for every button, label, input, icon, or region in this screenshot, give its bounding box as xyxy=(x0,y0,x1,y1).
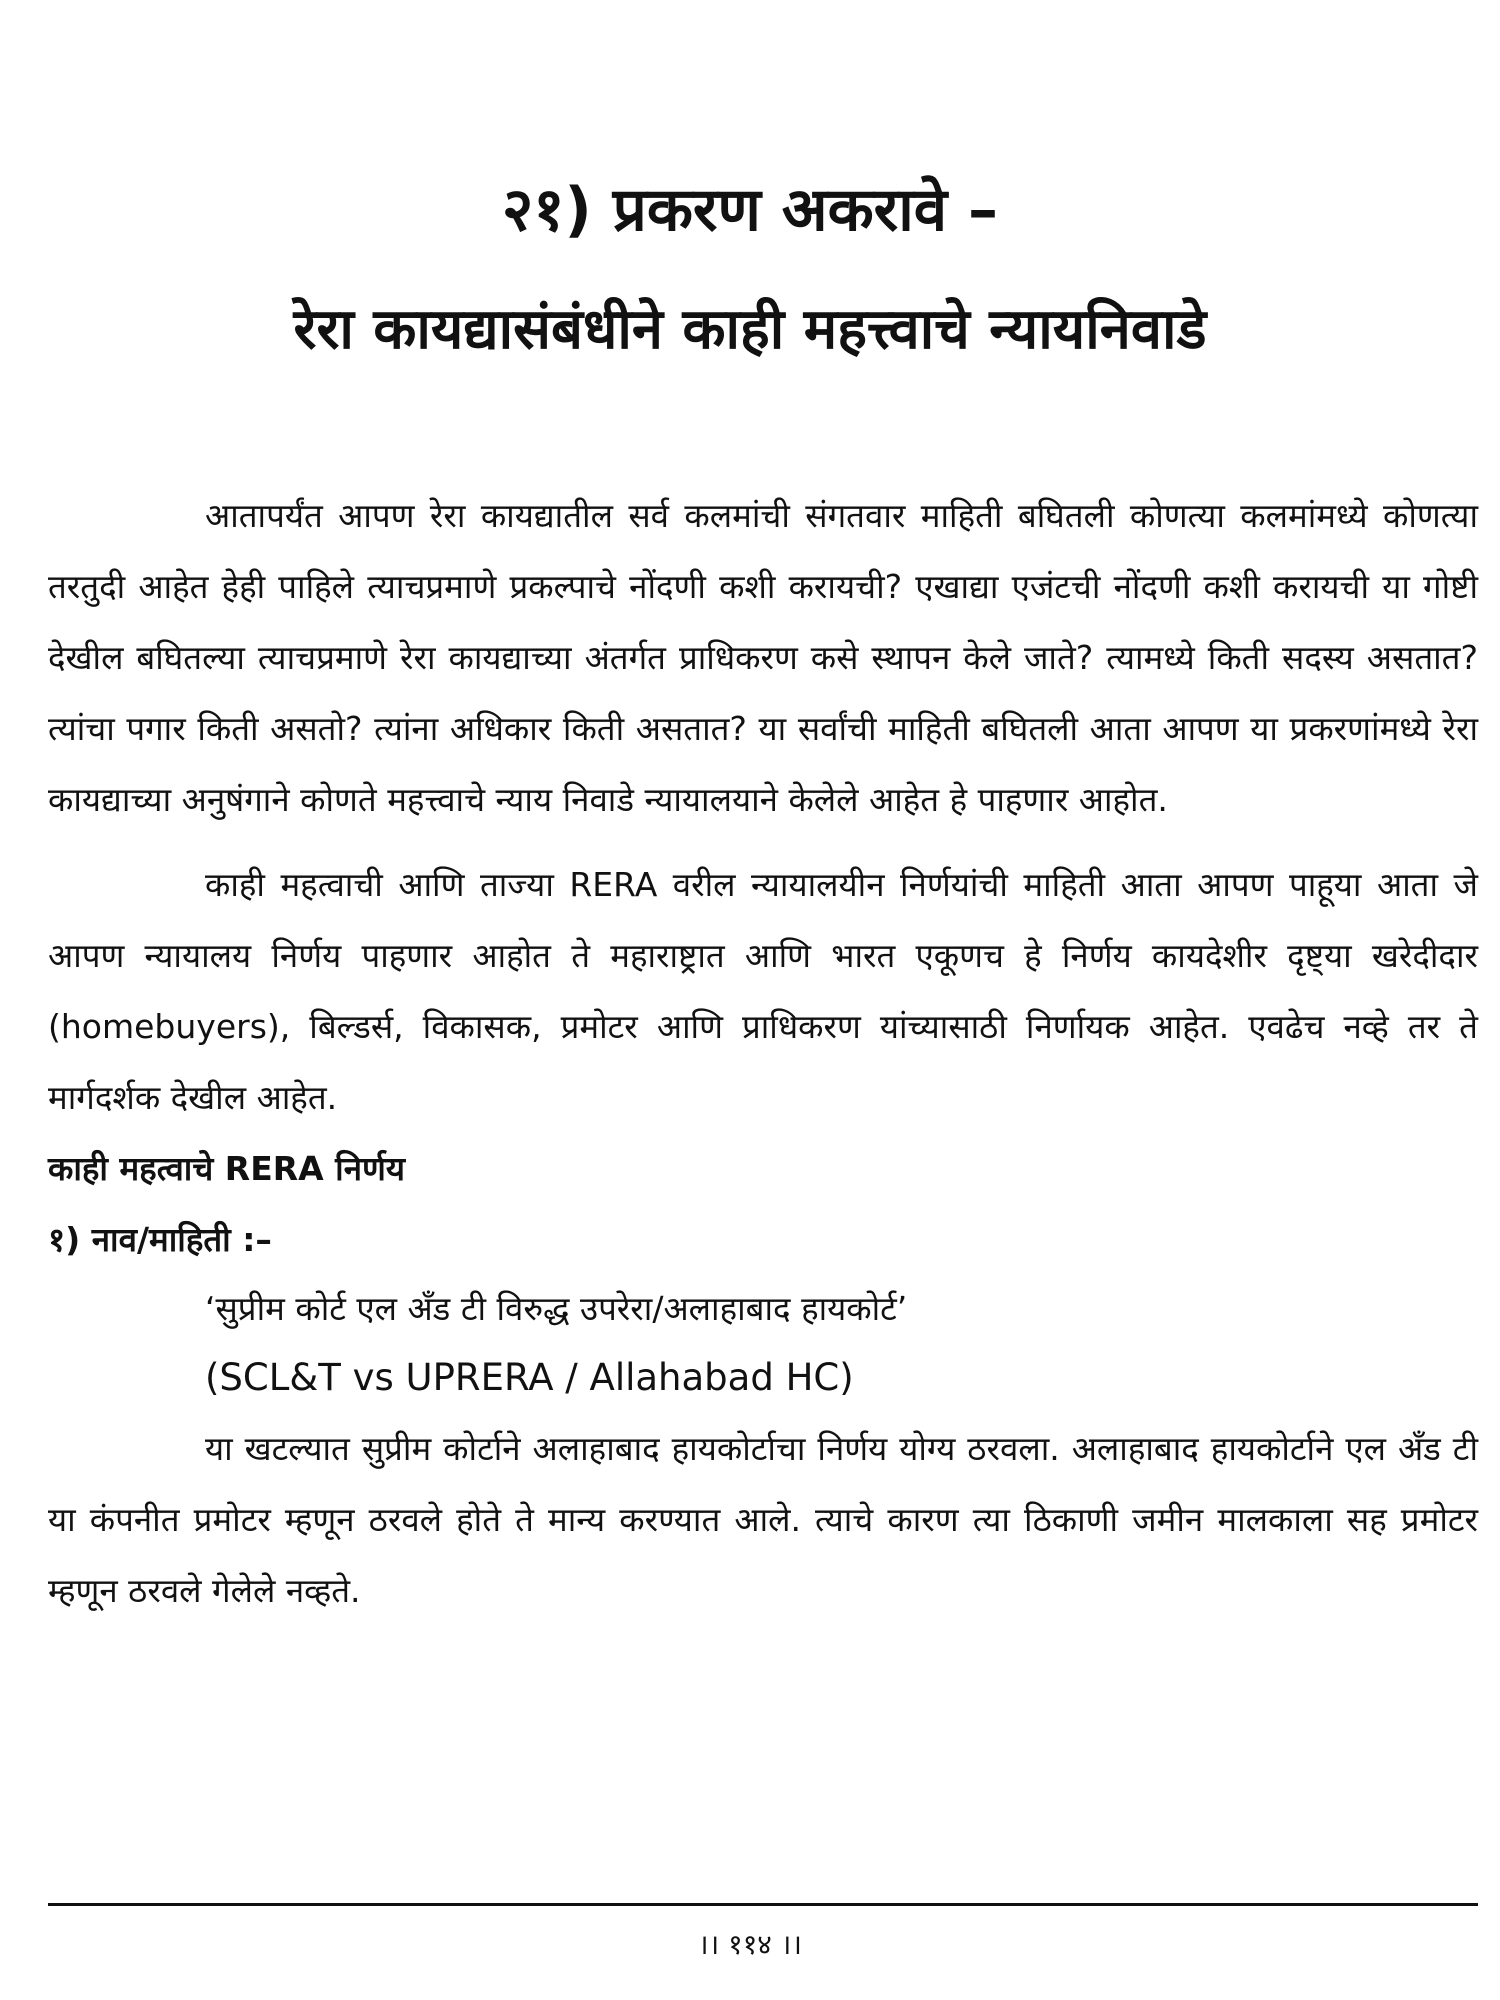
chapter-title: २१) प्रकरण अकरावे – xyxy=(502,175,998,245)
case-1-description: या खटल्यात सुप्रीम कोर्टाने अलाहाबाद हायकोर्टाचा निर्णय योग्य ठरवला. अलाहाबाद हायकोर्टाने एल अँड टी या कंपनीत प्रमोटर म्हणून ठरवले होते ते मान्य करण्यात आले. त्याचे कारण त्या ठिकाणी जमीन मालकाला सह प्रमोटर म्हणून ठरवले गेलेले नव्हते. xyxy=(48,1429,1478,1610)
case-1-heading: १) नाव/माहिती :– xyxy=(48,1220,272,1259)
footer-divider xyxy=(48,1903,1478,1906)
chapter-subtitle: रेरा कायद्यासंबंधीने काही महत्त्वाचे न्यायनिवाडे xyxy=(293,297,1207,362)
section-heading: काही महत्वाचे RERA निर्णय xyxy=(48,1149,406,1188)
case-1-name-marathi: ‘सुप्रीम कोर्ट एल अँड टी विरुद्ध उपरेरा/अलाहाबाद हायकोर्ट’ xyxy=(205,1289,908,1328)
intro-paragraph-1: आतापर्यंत आपण रेरा कायद्यातील सर्व कलमांची संगतवार माहिती बघितली कोणत्या कलमांमध्ये कोणत्या तरतुदी आहेत हेही पाहिले त्याचप्रमाणे प्रकल्पाचे नोंदणी कशी करायची? एखाद्या एजंटची नोंदणी कशी करायची या गोष्टी देखील बघितल्या त्याचप्रमाणे रेरा कायद्याच्या अंतर्गत प्राधिकरण कसे स्थापन केले जाते? त्यामध्ये किती सदस्य असतात? त्यांचा पगार किती असतो? त्यांना अधिकार किती असतात? या सर्वांची माहिती बघितली आता आपण या प्रकरणांमध्ये रेरा कायद्याच्या अनुषंगाने कोणते महत्त्वाचे न्याय निवाडे न्यायालयाने केलेले आहेत हे पाहणार आहोत. xyxy=(48,496,1478,819)
case-1-name-english: (SCL&T vs UPRERA / Allahabad HC) xyxy=(205,1356,854,1399)
document-body xyxy=(48,480,1478,1626)
page-number: ।। ११४ ।। xyxy=(698,1928,802,1961)
intro-paragraph-2: काही महत्वाची आणि ताज्या RERA वरील न्यायालयीन निर्णयांची माहिती आता आपण पाहूया आता जे आपण न्यायालय निर्णय पाहणार आहोत ते महाराष्ट्रात आणि भारत एकूणच हे निर्णय कायदेशीर दृष्ट्या खरेदीदार (homebuyers), बिल्डर्स, विकासक, प्रमोटर आणि प्राधिकरण यांच्यासाठी निर्णायक आहेत. एवढेच नव्हे तर ते मार्गदर्शक देखील आहेत. xyxy=(48,865,1478,1117)
